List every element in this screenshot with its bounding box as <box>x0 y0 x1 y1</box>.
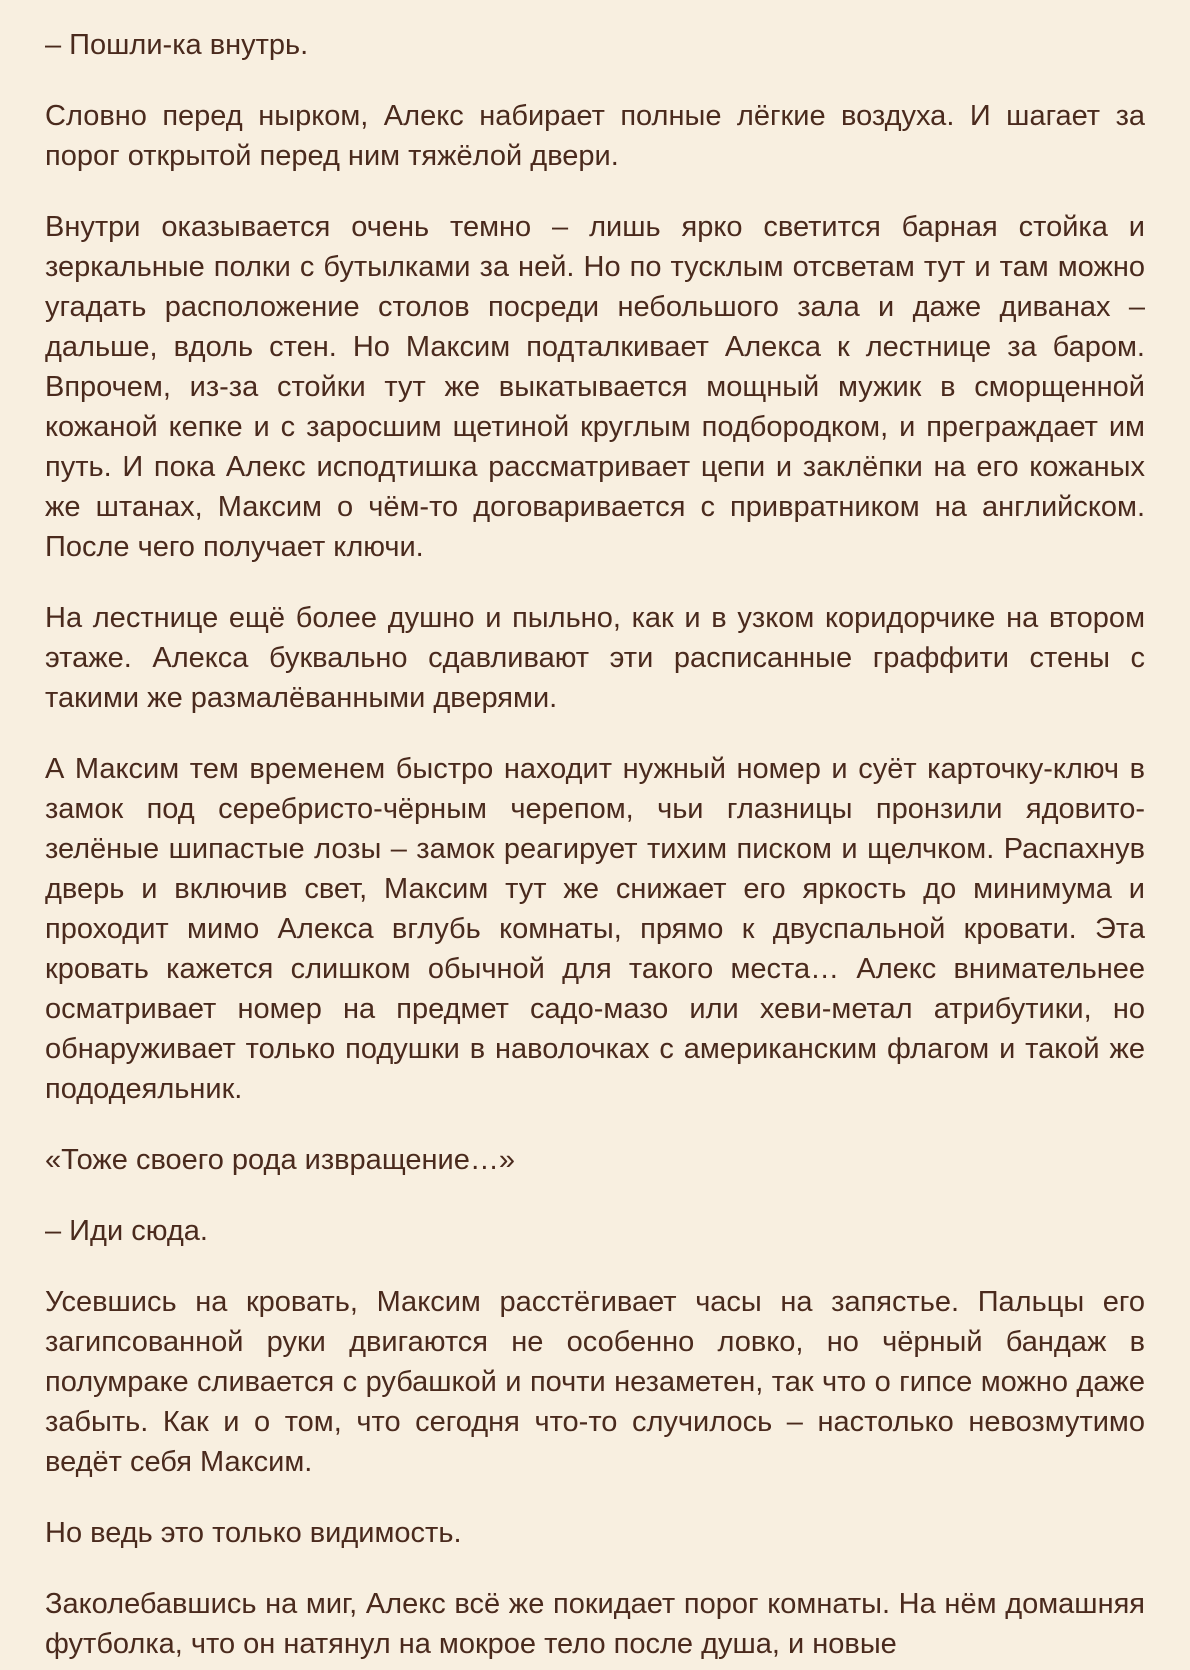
paragraph-6: «Тоже своего рода извращение…» <box>45 1144 515 1176</box>
paragraph-1: – Пошли-ка внутрь. <box>45 29 309 61</box>
paragraph-5: А Максим тем временем быстро находит нужный номер и суёт карточку-ключ в замок под серебристо-чёрным черепом, чьи глазницы пронзили ядовито-зелёные шипастые лозы – замок реагирует тихим писком и щелчком. Распахнув дверь и включив свет, Максим тут же снижает его яркость до минимума и проходит мимо Алекса вглубь комнаты, прямо к двуспальной кровати. Эта кровать кажется слишком обычной для такого места… Алекс внимательнее осматривает номер на предмет садо-мазо или хеви-метал атрибутики, но обнаруживает только подушки в наволочках с американским флагом и такой же пододеяльник. <box>45 753 1145 1105</box>
paragraph-2: Словно перед нырком, Алекс набирает полные лёгкие воздуха. И шагает за порог открытой перед ним тяжёлой двери. <box>45 100 1145 172</box>
paragraph-3: Внутри оказывается очень темно – лишь ярко светится барная стойка и зеркальные полки с бутылками за ней. Но по тусклым отсветам тут и там можно угадать расположение столов посреди небольшого зала и даже диванах – дальше, вдоль стен. Но Максим подталкивает Алекса к лестнице за баром. Впрочем, из-за стойки тут же выкатывается мощный мужик в сморщенной кожаной кепке и с заросшим щетиной круглым подбородком, и преграждает им путь. И пока Алекс исподтишка рассматривает цепи и заклёпки на его кожаных же штанах, Максим о чём-то договаривается с привратником на английском. После чего получает ключи. <box>45 211 1145 563</box>
paragraph-8: Усевшись на кровать, Максим расстёгивает часы на запястье. Пальцы его загипсованной руки двигаются не особенно ловко, но чёрный бандаж в полумраке сливается с рубашкой и почти незаметен, так что о гипсе можно даже забыть. Как и о том, что сегодня что-то случилось – настолько невозмутимо ведёт себя Максим. <box>45 1286 1145 1478</box>
paragraph-4: На лестнице ещё более душно и пыльно, как и в узком коридорчике на втором этаже. Алекса буквально сдавливают эти расписанные граффити стены с такими же размалёванными дверями. <box>45 602 1145 714</box>
paragraph-7: – Иди сюда. <box>45 1215 208 1247</box>
paragraph-10: Заколебавшись на миг, Алекс всё же покидает порог комнаты. На нём домашняя футболка, что он натянул на мокрое тело после душа, и новые <box>45 1588 1145 1660</box>
paragraph-9: Но ведь это только видимость. <box>45 1517 462 1549</box>
